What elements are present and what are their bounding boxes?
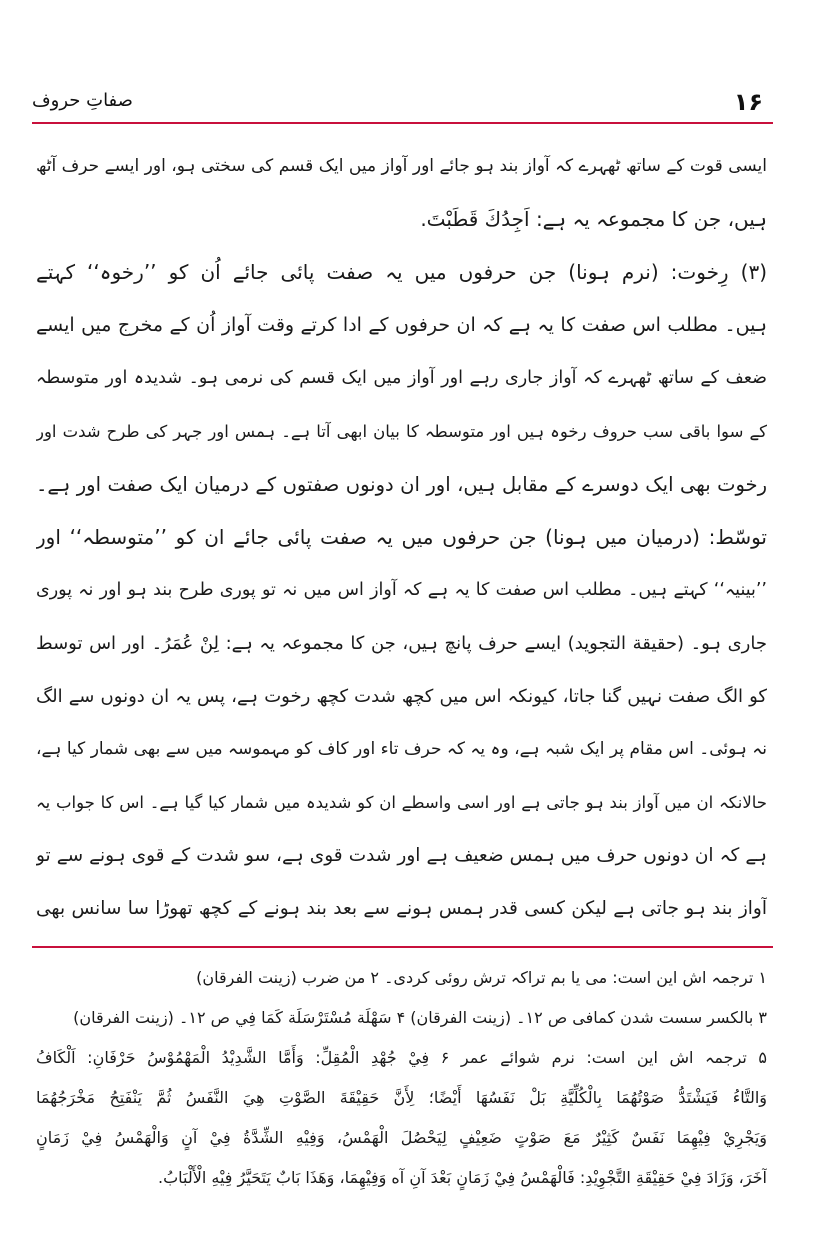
footnote-line: آخَرَ، وَزَادَ فِيْ حَقِيْقَةِ التَّجْوِيْدِ: فَالْهَمْسُ فِيْ زَمَانٍ بَعْدَ آنِ آه وَفِيْهِمَا، وَهَذَا بَابٌ يَتَحَيَّرُ فِيْهِ الْأَلْبَابُ. [158, 1168, 767, 1187]
footnotes [36, 958, 767, 1198]
page-number: ۱۶ [733, 88, 763, 116]
main-text [36, 140, 767, 935]
header-rule [32, 122, 773, 124]
text-line: کے سوا باقی سب حروف رخوہ ہیں اور متوسطہ کا بیان ابھی آتا ہے۔ ہمس اور جہر کی طرح شدت اور [36, 422, 767, 441]
text-line: توسّط: (درمیان میں ہونا) جن حرفوں میں یہ صفت پائی جائے ان کو ’’متوسطہ‘‘ اور [36, 525, 767, 549]
text-line: نہ ہوئی۔ اس مقام پر ایک شبہ ہے، وہ یہ کہ حرف تاء اور کاف کو مہموسہ میں سے بھی شمار کیا ہے، [36, 739, 767, 759]
footnote-rule [32, 946, 773, 948]
text-line: رخوت بھی ایک دوسرے کے مقابل ہیں، اور ان دونوں صفتوں کے درمیان ایک صفت اور ہے۔ [36, 473, 767, 496]
text-line: ہیں۔ مطلب اس صفت کا یہ ہے کہ ان حرفوں کے ادا کرتے وقت آواز اُن کے مخرج میں ایسے [36, 314, 767, 336]
text-line: ہیں، جن کا مجموعہ یہ ہے: اَجِدُكَ قَطَبْتَ. [420, 207, 767, 231]
text-line: حالانکہ ان میں آواز بند ہو جاتی ہے اور اسی واسطے ان کو شدیدہ میں شمار کیا گیا ہے۔ اس کا جواب یہ [36, 793, 767, 812]
text-line: آواز بند ہو جاتی ہے لیکن کسی قدر ہمس ہونے سے بعد بند ہونے کے کچھ تھوڑا سا سانس بھی [36, 898, 767, 919]
footnote-line: وَالتَّاءُ فَيَشْتَدُّ صَوْتُهُمَا بِالْكُلِّيَّةِ بَلْ نَفَسُهَا أَيْضًا؛ لِأَنَّ حَقِيْقَةَ الصَّوْتِ هِيَ النَّفَسُ ثُمَّ يَنْفَتِحُ مَخْرَجُهُمَا [36, 1088, 767, 1107]
text-line: ایسی قوت کے ساتھ ٹھہرے کہ آواز بند ہو جائے اور آواز میں ایک قسم کی سختی ہو، اور ایسے حرف آٹھ [36, 156, 767, 176]
footnote-line: ۱ ترجمہ اش این است: می یا بم تراکہ ترش روئی کردی۔ ۲ من ضرب (زینت الفرقان) [196, 968, 767, 987]
text-line: ’’بینیہ‘‘ کہتے ہیں۔ مطلب اس صفت کا یہ ہے کہ آواز اس میں نہ تو پوری طرح بند ہو اور نہ پوری [36, 580, 767, 600]
footnote-line: ۵ ترجمہ اش این است: نرم شوائے عمر ۶ فِيْ جُهْدِ الْمُقِلِّ: وَأَمَّا الشَّدِيْدُ الْمَهْمُوْسُ حَرْفَانِ: اَلْكَافُ [36, 1048, 767, 1067]
text-line: ضعف کے ساتھ ٹھہرے کہ آواز جاری رہے اور آواز میں ایک قسم کی نرمی ہو۔ شدیدہ اور متوسطہ [36, 368, 767, 388]
text-line: کو الگ صفت نہیں گنا جاتا، کیونکہ اس میں کچھ شدت کچھ رخوت ہے، پس یہ ان دونوں سے الگ [36, 686, 767, 707]
running-title: صفاتِ حروف [32, 90, 133, 111]
page-header [32, 86, 763, 120]
text-line: جاری ہو۔ (حقیقة التجوید) ایسے حرف پانچ ہیں، جن کا مجموعہ یہ ہے: لِنْ عُمَرُ۔ اور اس توسط [36, 633, 767, 654]
footnote-line: ۳ بالکسر سست شدن کمافی ص ۱۲۔ (زینت الفرقان) ۴ سَهْلَة مُسْتَرْسَلَة كَمَا فِي ص ۱۲۔ (زینت الفرقان) [73, 1008, 767, 1027]
text-line: ہے کہ ان دونوں حرف میں ہمس ضعیف ہے اور شدت قوی ہے، سو شدت کے قوی ہونے سے تو [36, 845, 767, 866]
text-line: (۳) رِخوت: (نرم ہونا) جن حرفوں میں یہ صفت پائی جائے اُن کو ’’رخوہ‘‘ کہتے [36, 260, 767, 284]
footnote-line: وَيَجْرِيْ فِيْهِمَا نَفَسٌ كَثِيْرٌ مَعَ صَوْتٍ ضَعِيْفٍ لِيَحْصُلَ الْهَمْسُ، وَفِيْهِ الشِّدَّةُ فِيْ آنٍ وَالْهَمْسُ فِيْ زَمَانٍ [36, 1128, 767, 1147]
